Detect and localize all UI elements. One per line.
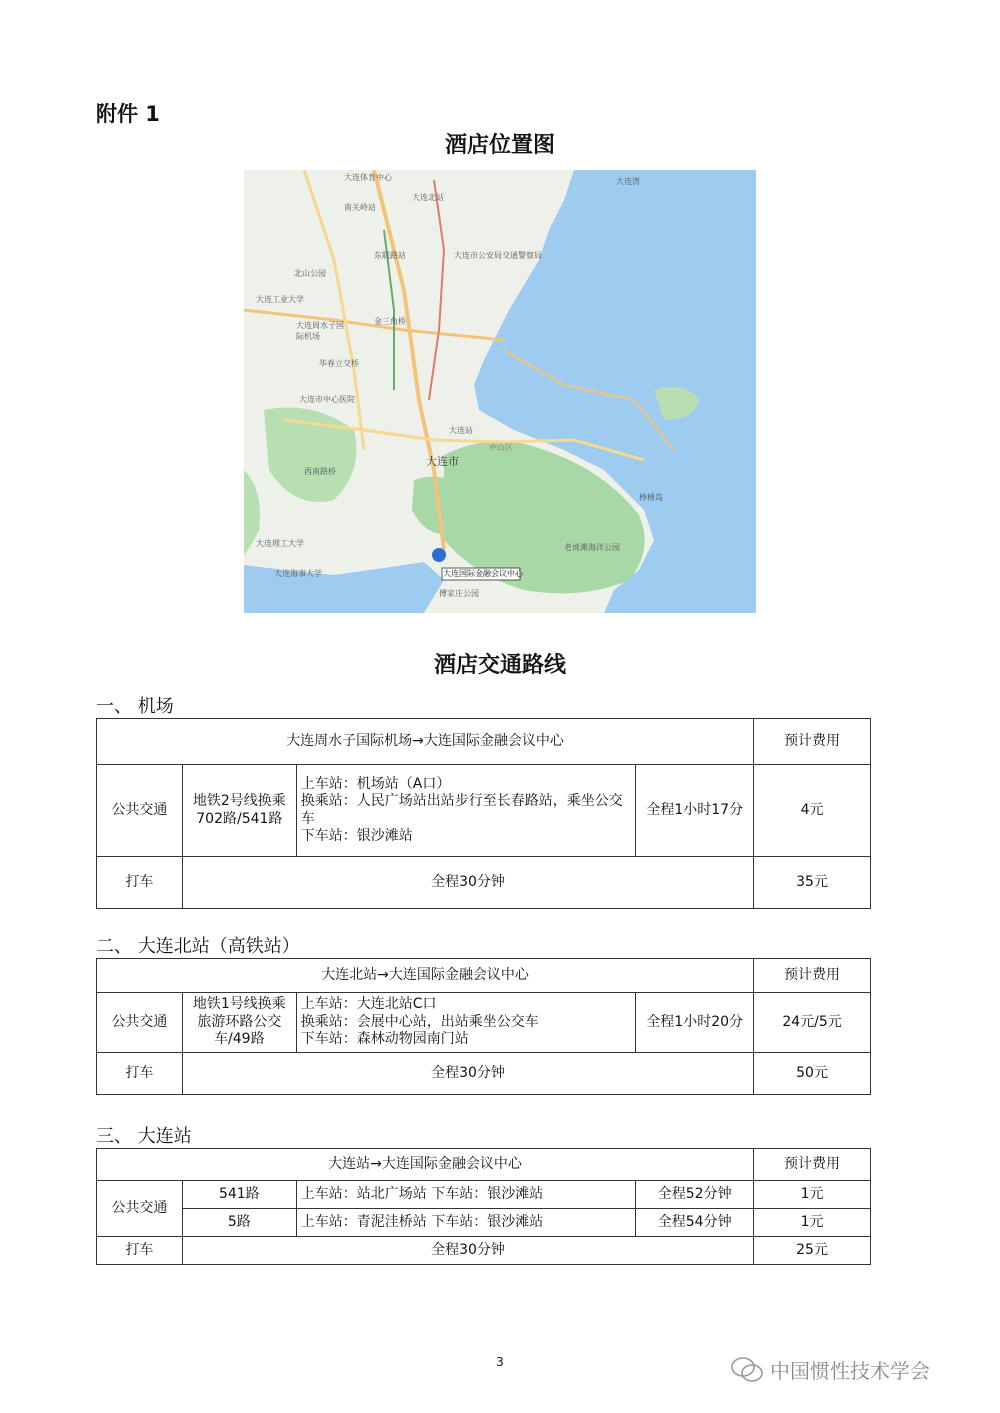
line-cell: 5路 <box>182 1209 296 1237</box>
time-cell: 全程52分钟 <box>636 1181 754 1209</box>
map-label: 北山公园 <box>294 269 326 278</box>
stops-cell <box>296 765 636 857</box>
map-label: 大连体育中心 <box>344 173 392 182</box>
taxi-fee: 35元 <box>754 857 871 909</box>
public-transport-label: 公共交通 <box>97 765 183 857</box>
watermark-text: 中国惯性技术学会 <box>770 1359 930 1383</box>
stops-cell: 上车站：青泥洼桥站 下车站：银沙滩站 <box>296 1209 636 1237</box>
stops-cell: 上车站：站北广场站 下车站：银沙滩站 <box>296 1181 636 1209</box>
map-label: 中山区 <box>489 443 513 452</box>
section-heading-airport: 一、 机场 <box>96 696 174 717</box>
line-cell: 地铁2号线换乘702路/541路 <box>182 765 296 857</box>
stop-line: 下车站：银沙滩站 <box>300 828 413 844</box>
map-label: 大连站 <box>449 426 473 435</box>
taxi-time: 全程30分钟 <box>182 1237 753 1265</box>
public-transport-label: 公共交通 <box>97 993 183 1053</box>
wechat-icon <box>730 1356 764 1384</box>
map-label: 傅家庄公园 <box>439 589 479 598</box>
fee-cell: 1元 <box>754 1209 871 1237</box>
map-label: 大连市中心医院 <box>299 395 355 404</box>
route-table-north-station <box>96 958 871 1095</box>
fee-header: 预计费用 <box>754 719 871 765</box>
route-header: 大连站→大连国际金融会议中心 <box>97 1149 754 1181</box>
time-cell: 全程1小时20分 <box>636 993 754 1053</box>
map-label: 大连周水子国际机场 <box>296 321 344 341</box>
stop-line: 上车站：大连北站C口 <box>300 996 437 1013</box>
map-label: 棒棰岛 <box>639 493 663 502</box>
attachment-label: 附件 1 <box>96 102 160 126</box>
stop-line: 下车站：森林动物园南门站 <box>300 1031 469 1048</box>
watermark <box>730 1355 930 1384</box>
route-table-airport <box>96 718 871 909</box>
page-number: 3 <box>496 1355 504 1369</box>
hotel-location-map <box>244 170 756 613</box>
fee-cell: 24元/5元 <box>754 993 871 1053</box>
fee-cell: 4元 <box>754 765 871 857</box>
route-table-dalian-station <box>96 1148 871 1265</box>
stop-line: 换乘站：人民广场站出站步行至长春路站，乘坐公交车 <box>300 793 623 827</box>
time-cell: 全程1小时17分 <box>636 765 754 857</box>
section-heading-north-station: 二、 大连北站（高铁站） <box>96 936 300 957</box>
routes-title: 酒店交通路线 <box>433 653 566 678</box>
map-label: 大连北站 <box>412 193 444 202</box>
map-label: 东联路站 <box>374 251 406 260</box>
map-label: 金三角桥 <box>374 317 406 326</box>
taxi-time: 全程30分钟 <box>182 857 753 909</box>
line-cell: 541路 <box>182 1181 296 1209</box>
taxi-time: 全程30分钟 <box>182 1053 753 1095</box>
map-title: 酒店位置图 <box>444 133 555 158</box>
fee-cell: 1元 <box>754 1181 871 1209</box>
route-header: 大连周水子国际机场→大连国际金融会议中心 <box>97 719 754 765</box>
taxi-label: 打车 <box>97 1053 183 1095</box>
taxi-fee: 50元 <box>754 1053 871 1095</box>
time-cell: 全程54分钟 <box>636 1209 754 1237</box>
map-marker-label: 大连国际金融会议中心 <box>443 569 523 578</box>
map-label: 大连市 <box>426 455 459 468</box>
map-label: 大连海事大学 <box>274 569 322 578</box>
stop-line: 上车站：机场站（A口） <box>300 775 451 792</box>
map-label: 大连市公安局交通警察局 <box>454 251 542 260</box>
taxi-label: 打车 <box>97 1237 183 1265</box>
stop-line: 换乘站：会展中心站，出站乘坐公交车 <box>300 1013 539 1030</box>
map-label: 华春立交桥 <box>319 359 359 368</box>
map-label: 大连工业大学 <box>256 295 304 304</box>
map-label: 西南路桥 <box>304 467 336 476</box>
map-label: 大连湾 <box>616 177 640 186</box>
map-label: 大连理工大学 <box>256 539 304 548</box>
line-cell: 地铁1号线换乘旅游环路公交车/49路 <box>182 993 296 1053</box>
route-header: 大连北站→大连国际金融会议中心 <box>97 959 754 993</box>
map-label: 老虎滩海洋公园 <box>564 543 620 552</box>
stops-cell <box>296 993 636 1053</box>
map-canvas <box>244 170 756 613</box>
taxi-fee: 25元 <box>754 1237 871 1265</box>
map-label: 南关岭站 <box>344 203 376 212</box>
section-heading-dalian-station: 三、 大连站 <box>96 1126 192 1147</box>
public-transport-label: 公共交通 <box>97 1181 183 1237</box>
fee-header: 预计费用 <box>754 1149 871 1181</box>
taxi-label: 打车 <box>97 857 183 909</box>
fee-header: 预计费用 <box>754 959 871 993</box>
